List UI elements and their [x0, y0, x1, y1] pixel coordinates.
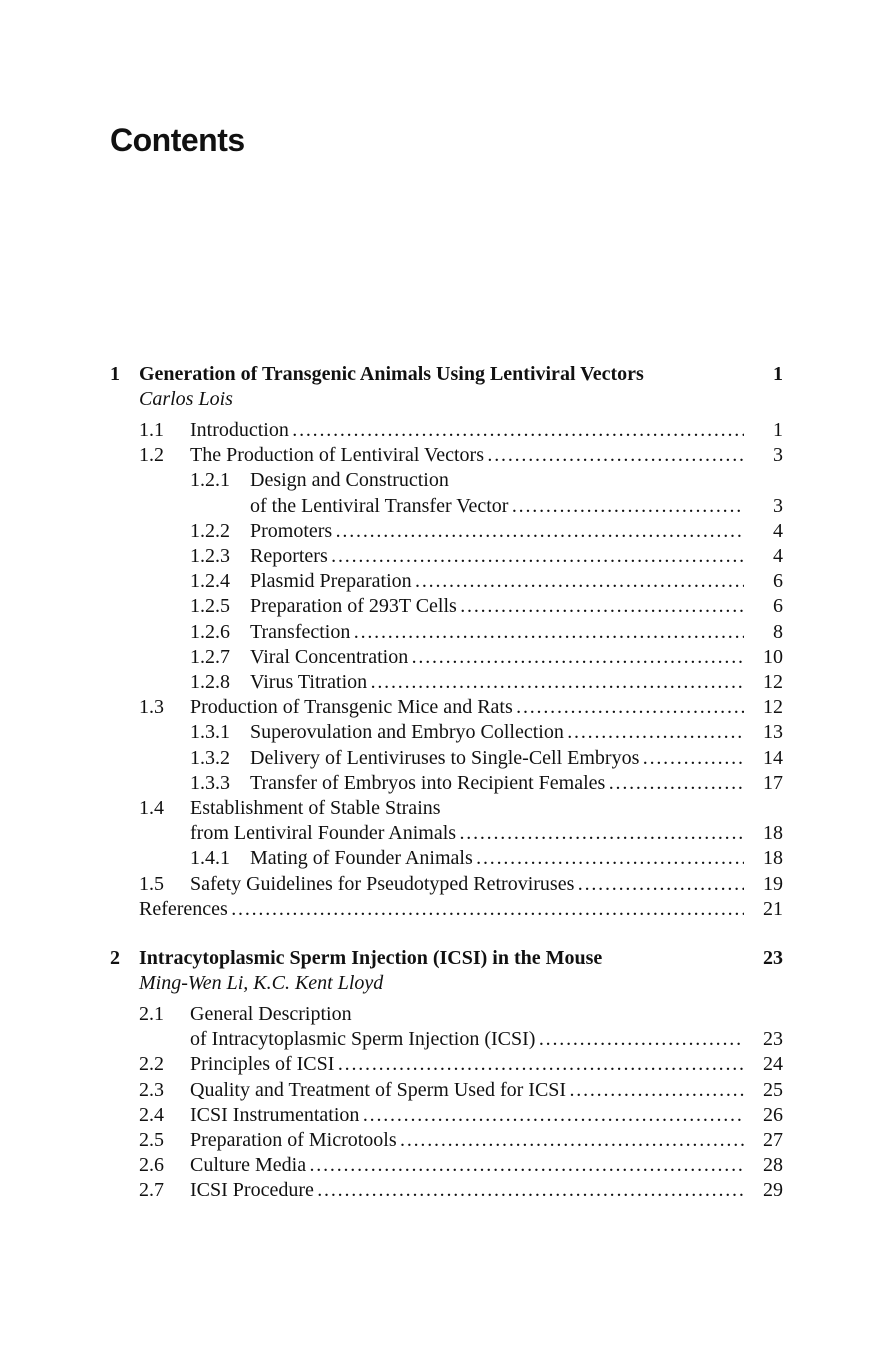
section-number: 1.2 [139, 444, 164, 467]
page-number: 29 [763, 1179, 783, 1202]
section-number: 1.2.4 [190, 570, 230, 593]
toc-entry[interactable] [0, 644, 891, 670]
section-title: Culture Media . . . [190, 1152, 744, 1178]
authors: Carlos Lois [139, 388, 233, 411]
section-number: 1.3.3 [190, 771, 230, 794]
section-title: Delivery of Lentiviruses to Single-Cell Embryos . . . [250, 745, 744, 771]
toc-entry[interactable] [0, 1051, 891, 1077]
page-number: 28 [763, 1154, 783, 1177]
section-title: Quality and Treatment of Sperm Used for ICSI . . . [190, 1077, 744, 1103]
chapter-authors [0, 970, 891, 996]
section-title: Virus Titration . . . [250, 669, 744, 695]
section-title: Transfection . . . [250, 619, 744, 645]
toc-entry[interactable] [0, 493, 891, 519]
section-number: 2.3 [139, 1078, 164, 1101]
section-number: 1.3.1 [190, 721, 230, 744]
section-title: Introduction . . . [190, 417, 744, 443]
section-title: Promoters . . . [250, 518, 744, 544]
toc-entry[interactable] [0, 820, 891, 846]
section-number: 1.4.1 [190, 847, 230, 870]
toc-entry[interactable] [0, 1102, 891, 1128]
page-number: 10 [763, 645, 783, 668]
section-number: 1.2.7 [190, 645, 230, 668]
section-title: Reporters . . . [250, 543, 744, 569]
page-number: 26 [763, 1103, 783, 1126]
toc-entry[interactable] [0, 1026, 891, 1052]
section-title: Mating of Founder Animals . . . [250, 845, 744, 871]
page-number: 23 [763, 947, 783, 969]
page-number: 4 [773, 519, 783, 542]
toc-entry[interactable] [0, 694, 891, 720]
section-title: of the Lentiviral Transfer Vector . . . [250, 493, 744, 519]
toc-entry[interactable] [0, 719, 891, 745]
toc-entry[interactable] [0, 795, 891, 821]
toc-entry[interactable] [0, 871, 891, 897]
section-title: from Lentiviral Founder Animals . . . [190, 820, 744, 846]
page-number: 17 [763, 771, 783, 794]
toc-entry[interactable] [0, 1152, 891, 1178]
page-number: 1 [773, 363, 783, 385]
chapter-number: 2 [110, 947, 120, 969]
page-number: 3 [773, 494, 783, 517]
section-number: 2.4 [139, 1103, 164, 1126]
toc-entry[interactable] [0, 442, 891, 468]
toc-entry[interactable] [0, 593, 891, 619]
toc-entry[interactable] [0, 1127, 891, 1153]
section-title: Superovulation and Embryo Collection . . . [250, 719, 744, 745]
section-title: ICSI Procedure . . . [190, 1177, 744, 1203]
section-number: 2.5 [139, 1128, 164, 1151]
toc-entry[interactable] [0, 417, 891, 443]
section-title: Preparation of Microtools . . . [190, 1127, 744, 1153]
section-title: Principles of ICSI . . . [190, 1051, 744, 1077]
toc-entry[interactable] [0, 845, 891, 871]
page-number: 6 [773, 570, 783, 593]
toc-entry[interactable] [0, 518, 891, 544]
page-number: 3 [773, 444, 783, 467]
section-number: 1.2.3 [190, 544, 230, 567]
section-title: Plasmid Preparation . . . [250, 568, 744, 594]
toc-entry[interactable] [0, 1177, 891, 1203]
page-number: 1 [773, 418, 783, 441]
section-number: 1.5 [139, 872, 164, 895]
page-number: 25 [763, 1078, 783, 1101]
chapter-heading[interactable] [0, 945, 891, 971]
chapter-number: 1 [110, 363, 120, 385]
section-title: Production of Transgenic Mice and Rats . . . [190, 694, 744, 720]
toc-entry[interactable] [0, 669, 891, 695]
page-number: 13 [763, 721, 783, 744]
section-title: Establishment of Stable Strains [190, 796, 441, 819]
chapter-authors [0, 386, 891, 412]
section-title: ICSI Instrumentation . . . [190, 1102, 744, 1128]
toc-entry[interactable] [0, 1077, 891, 1103]
chapter-title: Intracytoplasmic Sperm Injection (ICSI) in the Mouse [139, 947, 603, 969]
section-number: 2.6 [139, 1154, 164, 1177]
page-number: 6 [773, 595, 783, 618]
section-number: 1.4 [139, 796, 164, 819]
section-title: References . . . [139, 896, 744, 922]
page-number: 4 [773, 544, 783, 567]
section-number: 1.1 [139, 418, 164, 441]
section-title: Preparation of 293T Cells . . . [250, 593, 744, 619]
page-number: 12 [763, 670, 783, 693]
page-number: 24 [763, 1053, 783, 1076]
section-title: Safety Guidelines for Pseudotyped Retroviruses . . . [190, 871, 744, 897]
toc-entry[interactable] [0, 619, 891, 645]
section-number: 1.2.5 [190, 595, 230, 618]
section-number: 2.7 [139, 1179, 164, 1202]
chapter-title: Generation of Transgenic Animals Using Lentiviral Vectors [139, 363, 644, 385]
section-title: The Production of Lentiviral Vectors . . . [190, 442, 744, 468]
page-number: 23 [763, 1028, 783, 1051]
page-number: 19 [763, 872, 783, 895]
toc-entry[interactable] [0, 568, 891, 594]
section-title: Viral Concentration . . . [250, 644, 744, 670]
section-title: General Description [190, 1002, 352, 1025]
page-number: 27 [763, 1128, 783, 1151]
section-title: Design and Construction [250, 469, 449, 492]
toc-entry[interactable] [0, 543, 891, 569]
section-title: Transfer of Embryos into Recipient Females . . . [250, 770, 744, 796]
section-title: of Intracytoplasmic Sperm Injection (ICSI) . . . [190, 1026, 744, 1052]
section-number: 2.1 [139, 1002, 164, 1025]
page-number: 18 [763, 847, 783, 870]
authors: Ming-Wen Li, K.C. Kent Lloyd [139, 972, 384, 995]
page-number: 18 [763, 822, 783, 845]
page-title: Contents [110, 122, 245, 158]
page-number: 12 [763, 696, 783, 719]
page-number: 21 [763, 897, 783, 920]
toc-entry[interactable] [0, 770, 891, 796]
toc-entry[interactable] [0, 467, 891, 493]
section-number: 1.2.1 [190, 469, 230, 492]
section-number: 1.2.6 [190, 620, 230, 643]
toc-entry[interactable] [0, 745, 891, 771]
section-number: 1.3.2 [190, 746, 230, 769]
section-number: 1.2.2 [190, 519, 230, 542]
toc-entry[interactable] [0, 896, 891, 922]
page-number: 14 [763, 746, 783, 769]
section-number: 1.2.8 [190, 670, 230, 693]
toc-entry[interactable] [0, 1001, 891, 1027]
section-number: 1.3 [139, 696, 164, 719]
section-number: 2.2 [139, 1053, 164, 1076]
page-number: 8 [773, 620, 783, 643]
chapter-heading[interactable] [0, 361, 891, 387]
